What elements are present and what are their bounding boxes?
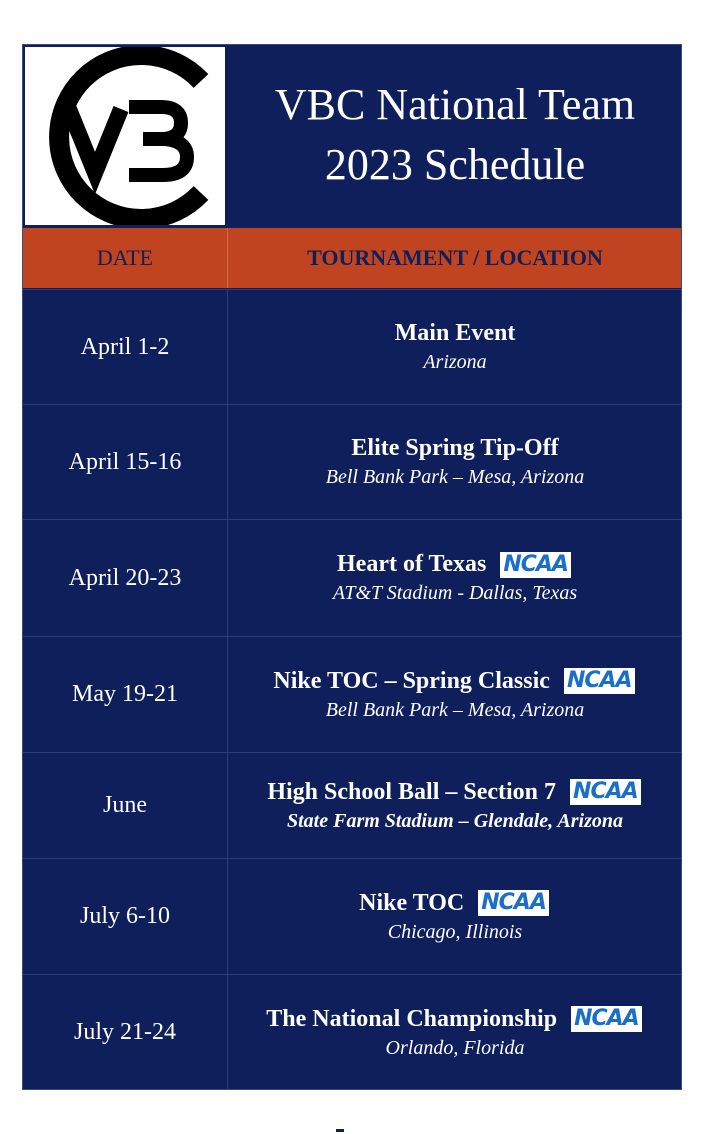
event-info <box>229 290 681 404</box>
event-date: July 21-24 <box>74 1019 176 1045</box>
tournament-column-header: TOURNAMENT / LOCATION <box>307 245 603 270</box>
schedule-table <box>23 289 681 1090</box>
table-row <box>23 404 681 519</box>
table-row <box>23 752 681 858</box>
ncaa-badge-icon: NCAA <box>478 890 551 916</box>
title-line-1: VBC National Team <box>274 80 636 129</box>
event-name: Nike TOC – Spring Classic <box>273 667 550 694</box>
ncaa-badge-icon: NCAA <box>500 552 573 578</box>
column-header <box>23 228 681 288</box>
table-row <box>23 974 681 1090</box>
table-row <box>23 289 681 404</box>
event-name: High School Ball – Section 7 <box>267 778 557 805</box>
event-date: April 20-23 <box>68 564 182 591</box>
row-divider <box>227 405 228 519</box>
event-info <box>229 753 681 858</box>
row-divider <box>227 637 228 752</box>
vbc-logo <box>23 45 227 227</box>
event-date: April 15-16 <box>68 448 182 475</box>
table-row <box>23 519 681 636</box>
row-divider <box>227 753 228 858</box>
row-divider <box>227 290 228 404</box>
event-name: Heart of Texas <box>337 551 487 577</box>
row-divider <box>227 520 228 636</box>
date-column-header: DATE <box>96 245 154 270</box>
vbc-logo-icon <box>25 47 225 225</box>
event-date: May 19-21 <box>72 681 178 707</box>
event-info <box>229 975 681 1090</box>
event-date: April 1-2 <box>80 333 170 360</box>
footer-mark <box>336 1129 344 1132</box>
ncaa-badge-icon: NCAA <box>570 779 643 805</box>
event-info <box>229 405 681 519</box>
event-location: Orlando, Florida <box>385 1036 525 1059</box>
header-divider <box>227 228 228 288</box>
event-date: June <box>103 792 147 818</box>
event-name: Main Event <box>394 320 516 346</box>
event-location: AT&T Stadium - Dallas, Texas <box>332 582 578 604</box>
event-name: Nike TOC <box>359 889 465 916</box>
event-location: Chicago, Illinois <box>387 920 523 943</box>
event-info <box>229 520 681 636</box>
event-date: July 6-10 <box>80 903 170 929</box>
row-divider <box>227 859 228 974</box>
event-info <box>229 637 681 752</box>
event-location: Bell Bank Park – Mesa, Arizona <box>325 698 585 721</box>
ncaa-badge-icon: NCAA <box>564 668 637 694</box>
table-row <box>23 636 681 752</box>
event-info <box>229 859 681 974</box>
row-divider <box>227 975 228 1090</box>
schedule-sheet <box>22 44 682 1090</box>
event-location: State Farm Stadium – Glendale, Arizona <box>287 809 623 832</box>
event-location: Arizona <box>423 351 487 373</box>
event-name: The National Championship <box>266 1005 558 1032</box>
event-name: Elite Spring Tip-Off <box>351 435 559 461</box>
table-row <box>23 858 681 974</box>
title-line-2: 2023 Schedule <box>324 140 586 189</box>
header-row <box>23 45 681 227</box>
event-location: Bell Bank Park – Mesa, Arizona <box>325 466 585 488</box>
ncaa-badge-icon: NCAA <box>571 1006 644 1032</box>
page-title <box>229 45 681 227</box>
